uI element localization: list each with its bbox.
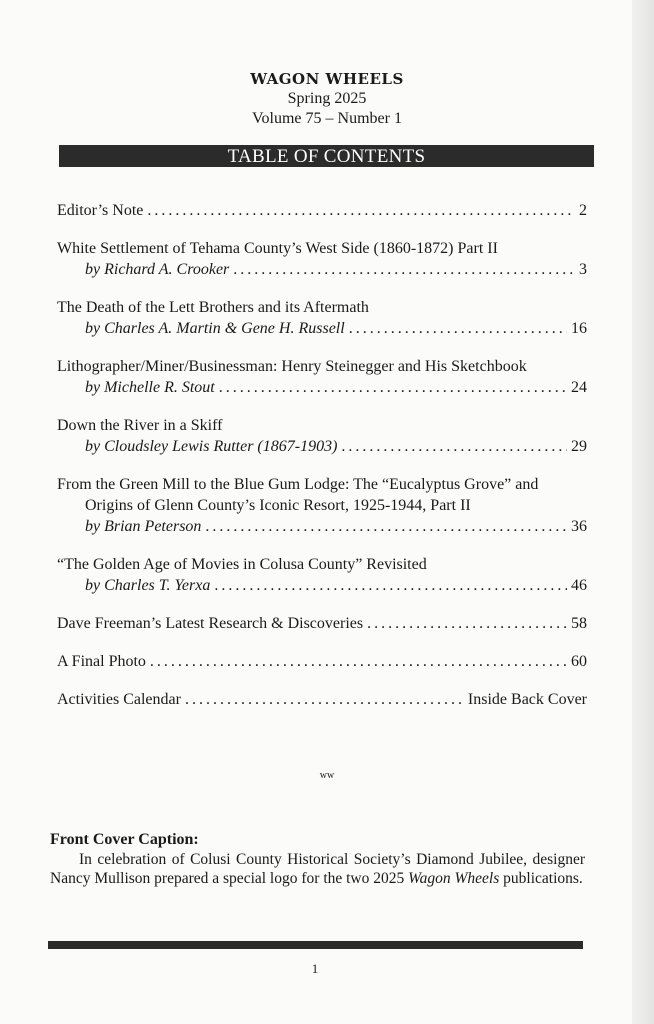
- page-edge-shadow: [632, 0, 654, 1024]
- toc-entry-title: Dave Freeman’s Latest Research & Discoveries: [57, 615, 364, 632]
- dot-leader: [150, 651, 567, 672]
- toc-entry-page: 46: [571, 577, 587, 594]
- toc-entry-title: White Settlement of Tehama County’s West Side (1860-1872) Part II: [57, 240, 498, 257]
- toc-entry-page: 24: [571, 379, 587, 396]
- toc-entry-title: Editor’s Note: [57, 202, 144, 219]
- toc-entry-title: Lithographer/Miner/Businessman: Henry Steinegger and His Sketchbook: [57, 358, 527, 375]
- dot-leader: [185, 689, 464, 710]
- dot-leader: [341, 436, 567, 457]
- toc-entry-author: by Richard A. Crooker: [85, 261, 230, 278]
- toc-entry-page: 3: [579, 261, 587, 278]
- toc-entry-title: The Death of the Lett Brothers and its Aftermath: [57, 299, 369, 316]
- dot-leader: [367, 613, 567, 634]
- dot-leader: [233, 259, 575, 280]
- caption-title: Front Cover Caption:: [50, 831, 199, 848]
- issue-season: Spring 2025: [287, 90, 367, 107]
- toc-entry-final-photo[interactable]: [57, 651, 587, 672]
- caption-text: [50, 850, 585, 888]
- toc-entry-title-continued: Origins of Glenn County’s Iconic Resort, 1925-1944, Part II: [85, 497, 471, 514]
- toc-entry-page: 60: [571, 653, 587, 670]
- toc-entry-page: Inside Back Cover: [467, 691, 587, 708]
- toc-entry-white-settlement[interactable]: [57, 238, 587, 280]
- toc-entry-author: by Brian Peterson: [85, 518, 202, 535]
- toc-entry-author: by Charles A. Martin & Gene H. Russell: [85, 320, 345, 337]
- toc-entry-lett-brothers[interactable]: [57, 297, 587, 339]
- toc-entry-title: Activities Calendar: [57, 691, 181, 708]
- toc-entry-steinegger[interactable]: [57, 356, 587, 398]
- toc-entry-page: 29: [571, 438, 587, 455]
- toc-entry-golden-age-movies[interactable]: [57, 554, 587, 596]
- toc-entry-title: Down the River in a Skiff: [57, 417, 223, 434]
- toc-entry-page: 36: [571, 518, 587, 535]
- footer-rule: [48, 941, 583, 949]
- toc-entry-title: A Final Photo: [57, 653, 146, 670]
- toc-entry-editors-note[interactable]: [57, 200, 587, 221]
- dot-leader: [349, 318, 567, 339]
- toc-entry-activities-calendar[interactable]: [57, 689, 587, 710]
- journal-title: WAGON WHEELS: [250, 70, 404, 88]
- masthead: [0, 69, 654, 129]
- toc-entry-author: by Cloudsley Lewis Rutter (1867-1903): [85, 438, 338, 455]
- toc-entry-page: 2: [579, 202, 587, 219]
- toc-entry-page: 16: [571, 320, 587, 337]
- section-separator-mark: ww: [319, 770, 335, 781]
- dot-leader: [147, 200, 575, 221]
- toc-entry-green-mill[interactable]: [57, 474, 587, 537]
- dot-leader: [219, 377, 567, 398]
- toc-entry-dave-freeman[interactable]: [57, 613, 587, 634]
- caption-journal-name: Wagon Wheels: [408, 870, 500, 887]
- toc-entry-river-skiff[interactable]: [57, 415, 587, 457]
- issue-volume: Volume 75 – Number 1: [252, 110, 402, 127]
- dot-leader: [214, 575, 567, 596]
- page-number: 1: [311, 961, 319, 976]
- toc-heading-banner: TABLE OF CONTENTS: [59, 145, 594, 167]
- toc-entry-title: From the Green Mill to the Blue Gum Lodge: The “Eucalyptus Grove” and: [57, 476, 539, 493]
- front-cover-caption: [50, 830, 585, 888]
- dot-leader: [205, 516, 567, 537]
- caption-text-part1: In celebration of Colusi County Historical Society’s Diamond Jubilee, designer Nancy Mullison prepared a special logo for the two 2025: [50, 851, 585, 887]
- table-of-contents: [57, 195, 587, 710]
- caption-text-part2: publications.: [499, 870, 583, 887]
- toc-entry-author: by Michelle R. Stout: [85, 379, 215, 396]
- toc-entry-author: by Charles T. Yerxa: [85, 577, 211, 594]
- toc-entry-title: “The Golden Age of Movies in Colusa County” Revisited: [57, 556, 427, 573]
- toc-entry-page: 58: [571, 615, 587, 632]
